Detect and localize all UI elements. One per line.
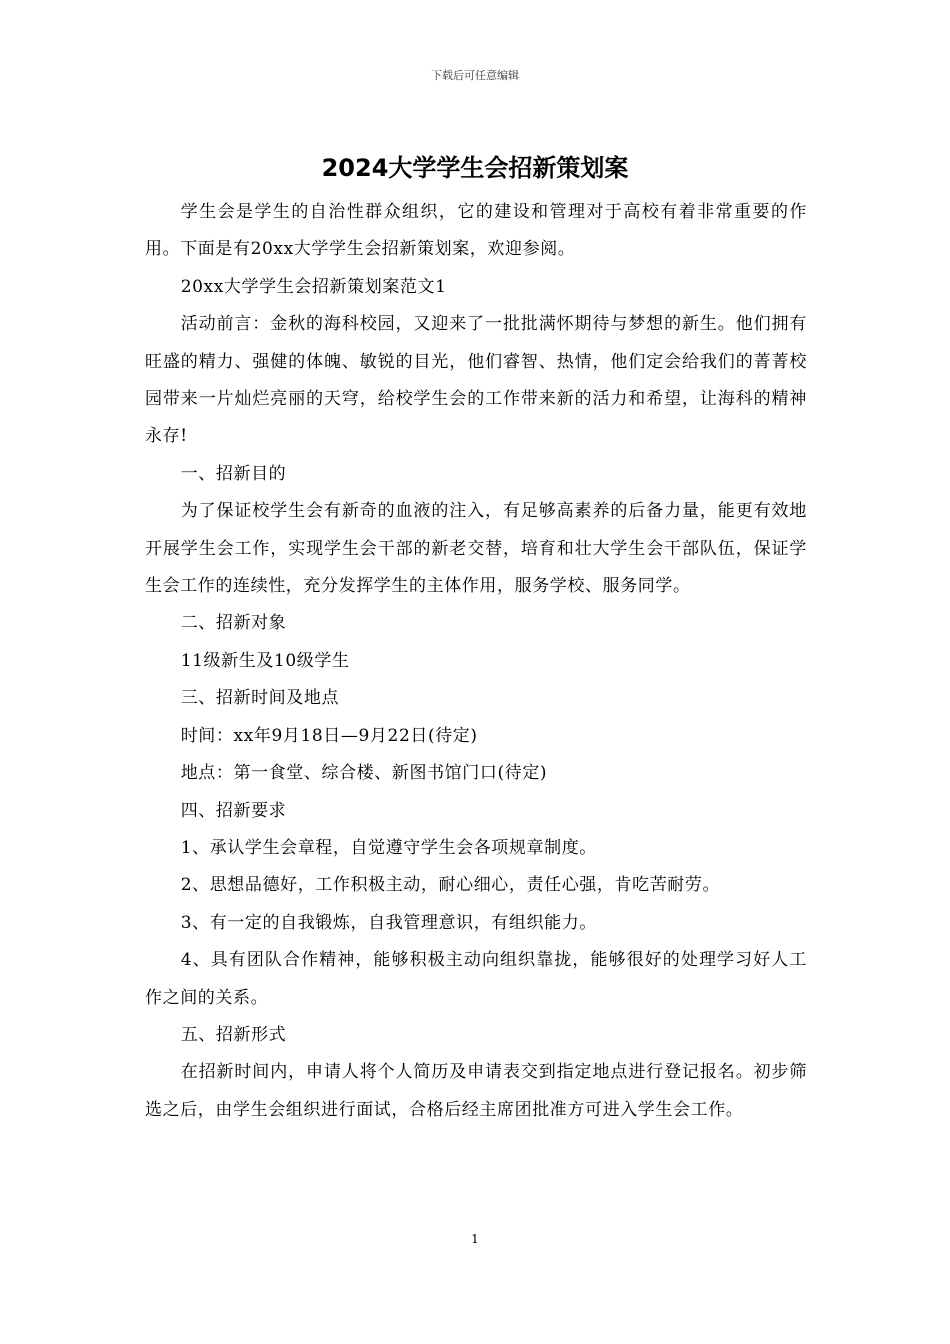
section-heading-format: 五、招新形式 xyxy=(180,1024,287,1045)
place-paragraph: 地点：第一食堂、综合楼、新图书馆门口(待定) xyxy=(180,763,548,784)
requirement-item: 3、有一定的自我锻炼，自我管理意识，有组织能力。 xyxy=(180,912,597,933)
preface-paragraph: 活动前言：金秋的海科校园，又迎来了一批批满怀期待与梦想的新生。他们拥有旺盛的精力、强健的体魄、敏锐的目光，他们睿智、热情，他们定会给我们的菁菁校园带来一片灿烂亮丽的天穹，给校学生会的工作带来新的活力和希望，让海科的精神永存! xyxy=(145,314,807,447)
document-title: 2024大学学生会招新策划案 xyxy=(321,154,629,182)
purpose-paragraph: 为了保证校学生会有新奇的血液的注入，有足够高素养的后备力量，能更有效地开展学生会工作，实现学生会干部的新老交替，培育和壮大学生会干部队伍，保证学生会工作的连续性，充分发挥学生的主体作用，服务学校、服务同学。 xyxy=(145,501,807,597)
document-body xyxy=(145,194,807,1129)
section-heading-target: 二、招新对象 xyxy=(180,613,287,634)
format-paragraph: 在招新时间内，申请人将个人简历及申请表交到指定地点进行登记报名。初步筛选之后，由学生会组织进行面试，合格后经主席团批准方可进入学生会工作。 xyxy=(145,1062,807,1120)
time-paragraph: 时间：xx年9月18日—9月22日(待定) xyxy=(180,725,478,746)
page-header-note: 下载后可任意编辑 xyxy=(431,69,519,82)
requirement-item: 4、具有团队合作精神，能够积极主动向组织靠拢，能够很好的处理学习好人工作之间的关系。 xyxy=(145,950,807,1008)
requirement-item: 2、思想品德好，工作积极主动，耐心细心，责任心强，肯吃苦耐劳。 xyxy=(180,875,721,896)
target-paragraph: 11级新生及10级学生 xyxy=(180,650,350,671)
requirement-item: 1、承认学生会章程，自觉遵守学生会各项规章制度。 xyxy=(180,837,597,858)
page-number: 1 xyxy=(471,1232,479,1246)
section-heading-purpose: 一、招新目的 xyxy=(180,463,287,484)
section-heading-requirements: 四、招新要求 xyxy=(180,800,287,821)
intro-paragraph: 学生会是学生的自治性群众组织，它的建设和管理对于高校有着非常重要的作用。下面是有20xx大学学生会招新策划案，欢迎参阅。 xyxy=(145,202,807,260)
section-heading-time-place: 三、招新时间及地点 xyxy=(180,688,340,709)
sample-heading: 20xx大学学生会招新策划案范文1 xyxy=(180,276,447,297)
